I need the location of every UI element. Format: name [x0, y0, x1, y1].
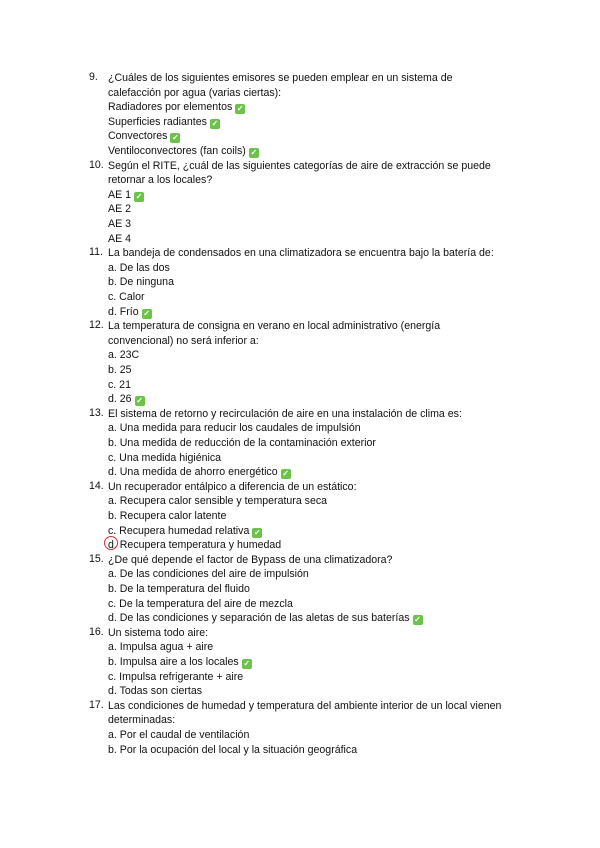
answer-option [108, 655, 529, 670]
answer-option [108, 465, 529, 480]
option-text: c. Impulsa refrigerante + aire [108, 670, 244, 683]
check-mark-icon: ✓ [136, 396, 143, 406]
question-text: determinadas: [108, 714, 176, 727]
option-text: b. 25 [108, 363, 132, 376]
option-text: Ventiloconvectores (fan coils) [108, 144, 246, 157]
option-text: a. De las condiciones del aire de impulsión [108, 568, 309, 581]
option-text: c. 21 [108, 378, 131, 391]
answer-option [108, 567, 529, 582]
option-text: a. De las dos [108, 261, 170, 274]
answer-option [108, 494, 529, 509]
question-text: calefacción por agua (varias ciertas): [108, 86, 282, 99]
question-number: 13. [89, 406, 104, 419]
question-body [108, 699, 529, 757]
check-mark-icon: ✓ [211, 118, 219, 128]
question-text: Según el RITE, ¿cuál de las siguientes categorías de aire de extracción se puede [108, 159, 491, 172]
question-12 [89, 319, 529, 407]
question-text: ¿De qué depende el factor de Bypass de una climatizadora? [108, 553, 393, 566]
question-text: La temperatura de consigna en verano en local administrativo (energía [108, 320, 441, 333]
answer-option [108, 728, 529, 743]
answer-option [108, 232, 529, 247]
option-text: c. Recupera humedad relativa [108, 524, 250, 537]
option-text: c. De la temperatura del aire de mezcla [108, 597, 293, 610]
option-text: AE 2 [108, 203, 131, 216]
answer-option [108, 640, 529, 655]
question-14 [89, 480, 529, 553]
option-text: b. Por la ocupación del local y la situación geográfica [108, 743, 358, 756]
answer-option [108, 348, 529, 363]
check-mark-icon: ✓ [143, 308, 150, 318]
check-mark-icon: ✓ [282, 469, 289, 479]
question-10 [89, 159, 529, 247]
option-text: b. Impulsa aire a los locales [108, 655, 239, 668]
question-body [108, 71, 529, 159]
question-17 [89, 699, 529, 757]
answer-option [108, 509, 529, 524]
question-text: Las condiciones de humedad y temperatura del ambiente interior de un local vienen [108, 699, 502, 712]
option-text: a. Una medida para reducir los caudales de impulsión [108, 422, 361, 435]
option-text-circled: d. Recupera temperatura y humedad [108, 539, 282, 552]
answer-option [108, 451, 529, 466]
check-mark-icon: ✓ [414, 615, 421, 625]
check-mark-icon: ✓ [250, 147, 258, 157]
check-mark-icon: ✓ [243, 658, 251, 668]
question-16 [89, 626, 529, 699]
answer-option [108, 144, 529, 159]
question-11 [89, 246, 529, 319]
answer-option [108, 217, 529, 232]
check-mark-icon: ✓ [172, 133, 179, 143]
question-number: 11. [89, 246, 103, 259]
question-number: 16. [89, 625, 104, 638]
answer-option [108, 378, 529, 393]
option-text: c. Una medida higiénica [108, 451, 222, 464]
question-number: 9. [89, 71, 98, 83]
question-number: 14. [89, 479, 104, 492]
check-mark-icon: ✓ [236, 104, 244, 114]
answer-option [108, 290, 529, 305]
option-text: c. Calor [108, 290, 145, 303]
question-text: convencional) no será inferior a: [108, 334, 259, 347]
question-body [108, 319, 529, 407]
answer-option [108, 524, 529, 539]
answer-option [108, 261, 529, 276]
question-15 [89, 553, 529, 626]
option-text: AE 4 [108, 232, 131, 245]
answer-option [108, 100, 529, 115]
question-body [108, 626, 529, 699]
question-number: 15. [89, 552, 104, 565]
question-number: 10. [89, 158, 104, 171]
answer-option [108, 129, 529, 144]
answer-option [108, 305, 529, 320]
question-body [108, 246, 529, 319]
question-text: La bandeja de condensados en una climatizadora se encuentra bajo la batería de: [108, 247, 494, 260]
question-body [108, 480, 529, 553]
answer-option [108, 597, 529, 612]
check-mark-icon: ✓ [253, 527, 261, 537]
option-text: Convectores [108, 130, 168, 143]
question-body [108, 407, 529, 480]
option-text: AE 1 [108, 188, 131, 201]
option-text: b. De la temperatura del fluido [108, 582, 250, 595]
question-number: 17. [89, 698, 104, 711]
option-text: d. Frío [108, 305, 139, 318]
answer-option [108, 188, 529, 203]
option-text: d. Todas son ciertas [108, 685, 203, 698]
question-text: ¿Cuáles de los siguientes emisores se pueden emplear en un sistema de [108, 72, 453, 84]
option-text: a. Por el caudal de ventilación [108, 728, 250, 741]
option-text: d. 26 [108, 393, 132, 406]
option-text: d. De las condiciones y separación de las aletas de sus baterías [108, 612, 410, 625]
answer-option [108, 611, 529, 626]
question-text: Un recuperador entálpico a diferencia de un estático: [108, 480, 357, 493]
option-text: d. Una medida de ahorro energético [108, 466, 278, 479]
answer-option [108, 363, 529, 378]
option-text: Radiadores por elementos [108, 101, 233, 114]
answer-option [108, 436, 529, 451]
option-text: a. Recupera calor sensible y temperatura seca [108, 495, 328, 508]
answer-option [108, 538, 529, 553]
question-13 [89, 407, 529, 480]
answer-option [108, 421, 529, 436]
question-text: El sistema de retorno y recirculación de aire en una instalación de clima es: [108, 407, 462, 420]
option-text: b. Una medida de reducción de la contaminación exterior [108, 436, 376, 449]
option-text: b. De ninguna [108, 276, 174, 289]
answer-option [108, 115, 529, 130]
answer-option [108, 582, 529, 597]
answer-option [108, 670, 529, 685]
question-body [108, 159, 529, 247]
check-mark-icon: ✓ [135, 191, 143, 201]
answer-option [108, 275, 529, 290]
option-text: b. Recupera calor latente [108, 509, 227, 522]
answer-option [108, 392, 529, 407]
answer-option [108, 202, 529, 217]
option-text: Superficies radiantes [108, 115, 207, 128]
option-text: AE 3 [108, 217, 131, 230]
answer-option [108, 743, 529, 758]
question-body [108, 553, 529, 626]
question-text: Un sistema todo aire: [108, 626, 209, 639]
question-9 [89, 71, 529, 159]
answer-option [108, 684, 529, 699]
question-text: retornar a los locales? [108, 174, 213, 187]
question-number: 12. [89, 319, 104, 332]
option-text: a. Impulsa agua + aire [108, 641, 214, 654]
option-text: a. 23C [108, 349, 140, 362]
